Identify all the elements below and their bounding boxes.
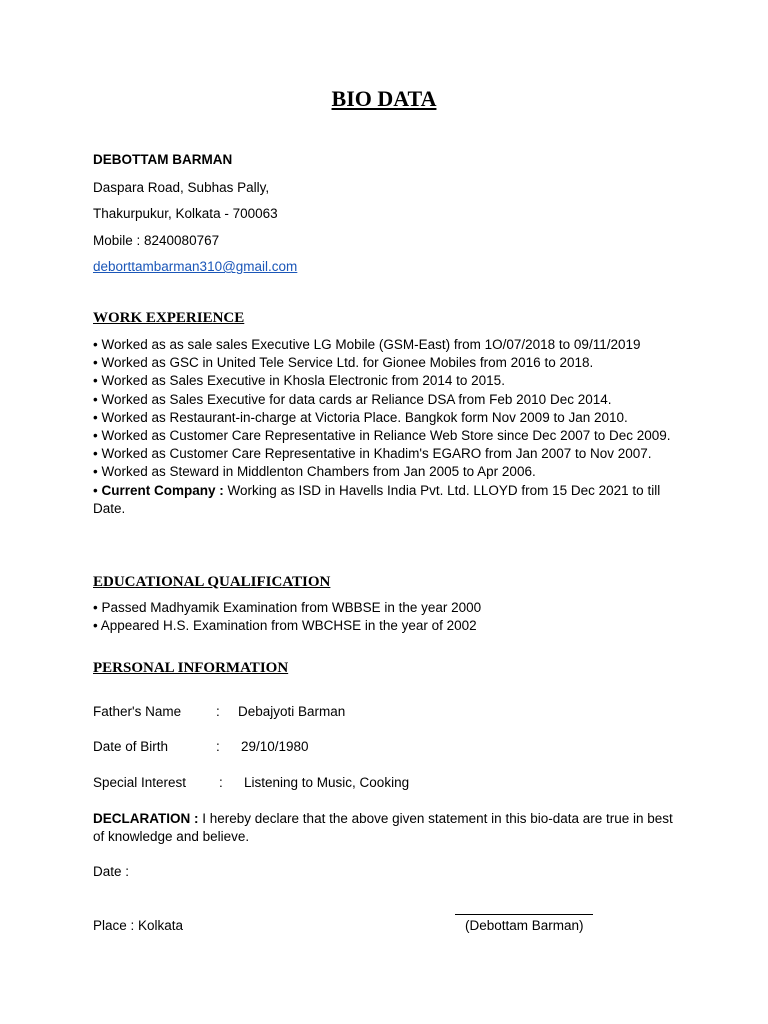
special-interest-value: Listening to Music, Cooking xyxy=(244,775,410,790)
work-item: • Worked as Sales Executive for data cards ar Reliance DSA from Feb 2010 Dec 2014. xyxy=(93,391,612,407)
education-item: • Appeared H.S. Examination from WBCHSE in the year of 2002 xyxy=(93,618,477,634)
dob-value: 29/10/1980 xyxy=(241,739,309,754)
work-item: • Worked as Steward in Middlenton Chambers from Jan 2005 to Apr 2006. xyxy=(93,464,536,480)
declaration-paragraph xyxy=(93,810,673,846)
signature-name: (Debottam Barman) xyxy=(465,918,584,933)
fathers-name-separator: : xyxy=(216,704,220,719)
current-company-item xyxy=(93,482,683,518)
current-company-label: Current Company : xyxy=(101,482,224,498)
special-interest-label: Special Interest xyxy=(93,775,187,790)
address-line-1: Daspara Road, Subhas Pally, xyxy=(93,180,270,195)
dob-separator: : xyxy=(216,739,220,754)
work-experience-list xyxy=(93,336,683,518)
address-line-2: Thakurpukur, Kolkata - 700063 xyxy=(93,206,278,221)
fathers-name-label: Father's Name xyxy=(93,704,182,719)
candidate-name: DEBOTTAM BARMAN xyxy=(93,152,233,167)
work-item: • Worked as Customer Care Representative in Reliance Web Store since Dec 2007 to Dec 2009. xyxy=(93,428,671,444)
date-label: Date : xyxy=(93,864,130,879)
place-label: Place : Kolkata xyxy=(93,918,184,933)
special-interest-separator: : xyxy=(219,775,223,790)
education-list xyxy=(93,599,683,635)
education-item: • Passed Madhyamik Examination from WBBSE in the year 2000 xyxy=(93,600,482,615)
work-item: • Worked as Customer Care Representative in Khadim's EGARO from Jan 2007 to Nov 2007. xyxy=(93,446,652,462)
work-experience-heading: WORK EXPERIENCE xyxy=(93,310,245,326)
declaration-label: DECLARATION : xyxy=(93,811,199,826)
declaration-text: I hereby declare that the above given statement in this bio-data are true in best of knowledge and believe. xyxy=(93,811,673,845)
bullet-glyph: • xyxy=(93,482,102,498)
dob-label: Date of Birth xyxy=(93,739,169,754)
mobile-number: Mobile : 8240080767 xyxy=(93,233,220,248)
current-company-text: Working as ISD in Havells India Pvt. Ltd. LLOYD from 15 Dec 2021 to till Date. xyxy=(93,482,661,516)
work-item: • Worked as Restaurant-in-charge at Victoria Place. Bangkok form Nov 2009 to Jan 2010. xyxy=(93,409,628,425)
fathers-name-value: Debajyoti Barman xyxy=(238,704,346,719)
education-heading: EDUCATIONAL QUALIFICATION xyxy=(93,574,331,590)
work-item: • Worked as Sales Executive in Khosla Electronic from 2014 to 2015. xyxy=(93,373,505,389)
work-item: • Worked as as sale sales Executive LG Mobile (GSM-East) from 1O/07/2018 to 09/11/2019 xyxy=(93,337,641,352)
document-title: BIO DATA xyxy=(331,86,437,111)
work-item: • Worked as GSC in United Tele Service Ltd. for Gionee Mobiles from 2016 to 2018. xyxy=(93,355,594,371)
email-link[interactable]: deborttambarman310@gmail.com xyxy=(93,259,298,274)
personal-information-heading: PERSONAL INFORMATION xyxy=(93,660,289,676)
signature-line xyxy=(455,914,593,915)
